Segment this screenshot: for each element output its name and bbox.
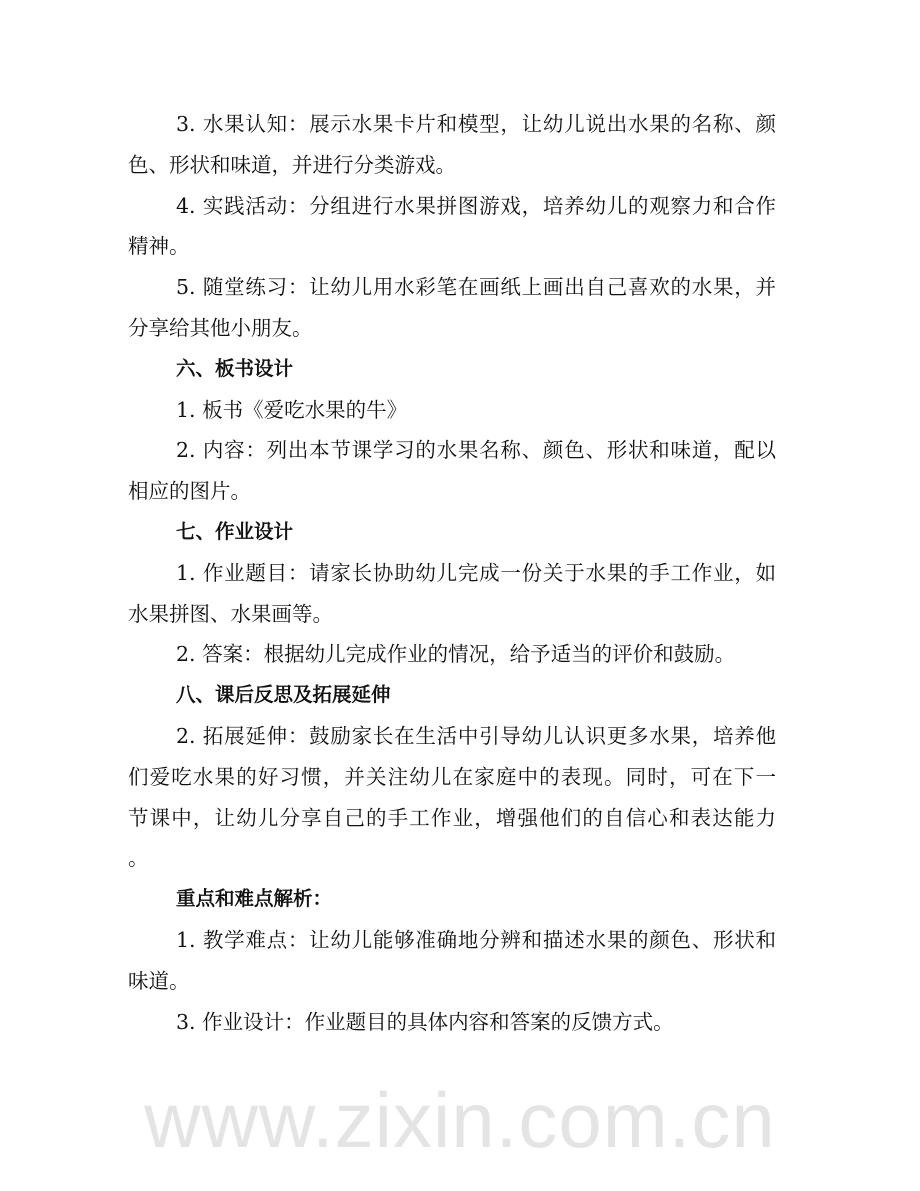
text-line: 们爱吃水果的好习惯，并关注幼儿在家庭中的表现。同时，可在下一 <box>128 764 776 789</box>
section-heading: 八、课后反思及拓展延伸 <box>176 683 391 707</box>
text-line: 3. 水果认知：展示水果卡片和模型，让幼儿说出水果的名称、颜 <box>176 112 776 136</box>
text-line: 。 <box>128 846 149 871</box>
text-line: 4. 实践活动：分组进行水果拼图游戏，培养幼儿的观察力和合作 <box>176 193 776 218</box>
section-heading: 六、板书设计 <box>176 356 294 380</box>
text-line: 精神。 <box>128 234 190 259</box>
document-body <box>128 104 776 1042</box>
text-line: 节课中，让幼儿分享自己的手工作业，增强他们的自信心和表达能力 <box>128 805 776 830</box>
text-line: 1. 作业题目：请家长协助幼儿完成一份关于水果的手工作业，如 <box>176 560 776 585</box>
text-line: 色、形状和味道，并进行分类游戏。 <box>128 152 456 177</box>
text-line: 2. 内容：列出本节课学习的水果名称、颜色、形状和味道，配以 <box>176 438 776 463</box>
text-line: 3. 作业设计：作业题目的具体内容和答案的反馈方式。 <box>176 1009 674 1034</box>
text-line: 5. 随堂练习：让幼儿用水彩笔在画纸上画出自己喜欢的水果，并 <box>176 275 776 300</box>
text-line: 2. 答案：根据幼儿完成作业的情况，给予适当的评价和鼓励。 <box>176 642 736 667</box>
text-line: 分享给其他小朋友。 <box>128 315 313 340</box>
text-line: 味道。 <box>128 968 190 993</box>
text-line: 水果拼图、水果画等。 <box>128 601 333 626</box>
text-line: 1. 教学难点：让幼儿能够准确地分辨和描述水果的颜色、形状和 <box>176 927 776 952</box>
text-line: 1. 板书《爱吃水果的牛》 <box>176 397 408 422</box>
text-line: 相应的图片。 <box>128 479 251 504</box>
watermark: www.zixin.com.cn <box>144 1076 776 1164</box>
section-heading: 重点和难点解析： <box>176 887 333 911</box>
text-line: 2. 拓展延伸：鼓励家长在生活中引导幼儿认识更多水果，培养他 <box>176 723 776 748</box>
section-heading: 七、作业设计 <box>176 519 294 543</box>
